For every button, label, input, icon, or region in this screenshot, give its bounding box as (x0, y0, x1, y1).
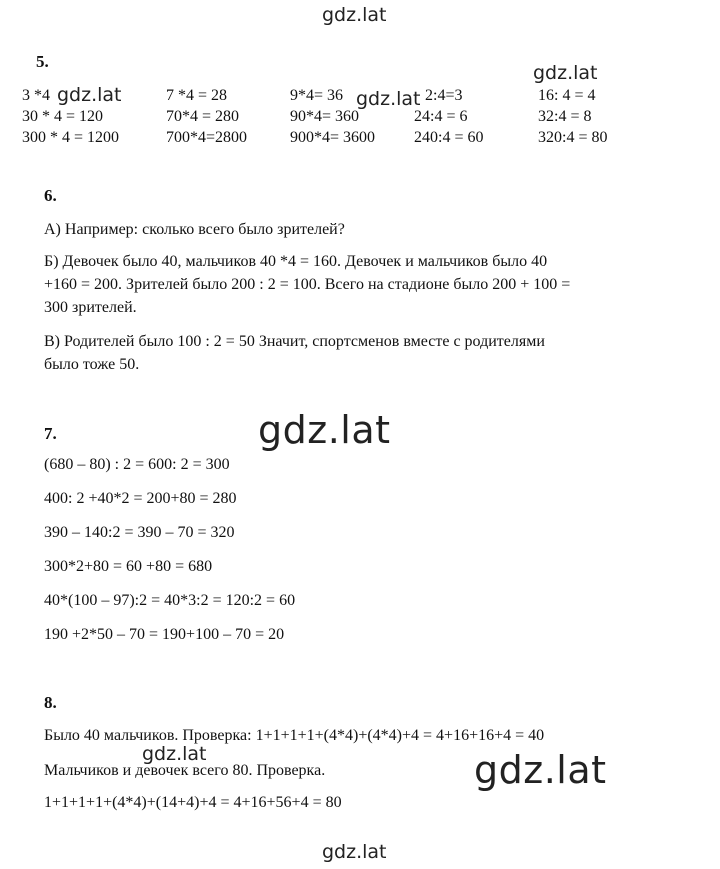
task-7-line: (680 – 80) : 2 = 600: 2 = 300 (44, 456, 230, 473)
task-6-line: 300 зрителей. (44, 299, 137, 316)
task-5-heading: 5. (36, 52, 49, 71)
task-6-line: было тоже 50. (44, 356, 140, 373)
watermark-top: gdz.lat (322, 4, 387, 26)
task-7-heading: 7. (44, 424, 57, 443)
task-5-cell: 30 * 4 = 120 (22, 108, 104, 125)
task-5-cell: 900*4= 3600 (290, 129, 376, 146)
task-5-cell: 32:4 = 8 (538, 108, 592, 125)
task-6-line: А) Например: сколько всего было зрителей? (44, 221, 345, 238)
task-5-cell: 9*4= 36 (290, 87, 344, 104)
task-5-cell: 700*4=2800 (166, 129, 248, 146)
watermark-large: gdz.lat (258, 408, 391, 452)
task-5-cell: 90*4= 360 (290, 108, 360, 125)
task-7-line: 300*2+80 = 60 +80 = 680 (44, 558, 213, 575)
task-6-line: В) Родителей было 100 : 2 = 50 Значит, спортсменов вместе с родителями (44, 333, 545, 350)
task-5-cell: 24:4 = 6 (414, 108, 468, 125)
task-7-line: 400: 2 +40*2 = 200+80 = 280 (44, 490, 237, 507)
task-8-line: Было 40 мальчиков. Проверка: 1+1+1+1+(4*4)+(4*4)+4 = 4+16+16+4 = 40 (44, 727, 545, 744)
task-5-cell: 2:4=3 (425, 87, 463, 104)
task-7-line: 40*(100 – 97):2 = 40*3:2 = 120:2 = 60 (44, 592, 296, 609)
task-6-line: Б) Девочек было 40, мальчиков 40 *4 = 160. Девочек и мальчиков было 40 (44, 253, 548, 270)
task-8-heading: 8. (44, 693, 57, 712)
task-7-line: 390 – 140:2 = 390 – 70 = 320 (44, 524, 235, 541)
task-8-line: Мальчиков и девочек всего 80. Проверка. (44, 762, 326, 779)
task-8-line: 1+1+1+1+(4*4)+(14+4)+4 = 4+16+56+4 = 80 (44, 794, 342, 811)
task-5-cell: 16: 4 = 4 (538, 87, 596, 104)
watermark: gdz.lat (356, 88, 421, 110)
watermark: gdz.lat (533, 62, 598, 84)
watermark-large: gdz.lat (474, 748, 607, 792)
watermark: gdz.lat (57, 84, 122, 106)
task-5-cell: 7 *4 = 28 (166, 87, 228, 104)
task-5-cell: 3 *4 (22, 87, 50, 104)
watermark: gdz.lat (142, 743, 207, 765)
task-5-cell: 300 * 4 = 1200 (22, 129, 120, 146)
watermark-bottom: gdz.lat (322, 841, 387, 863)
task-7-line: 190 +2*50 – 70 = 190+100 – 70 = 20 (44, 626, 285, 643)
task-5-cell: 320:4 = 80 (538, 129, 608, 146)
task-6-line: +160 = 200. Зрителей было 200 : 2 = 100. Всего на стадионе было 200 + 100 = (44, 276, 571, 293)
task-5-cell: 240:4 = 60 (414, 129, 484, 146)
task-5-cell: 70*4 = 280 (166, 108, 240, 125)
task-6-heading: 6. (44, 186, 57, 205)
